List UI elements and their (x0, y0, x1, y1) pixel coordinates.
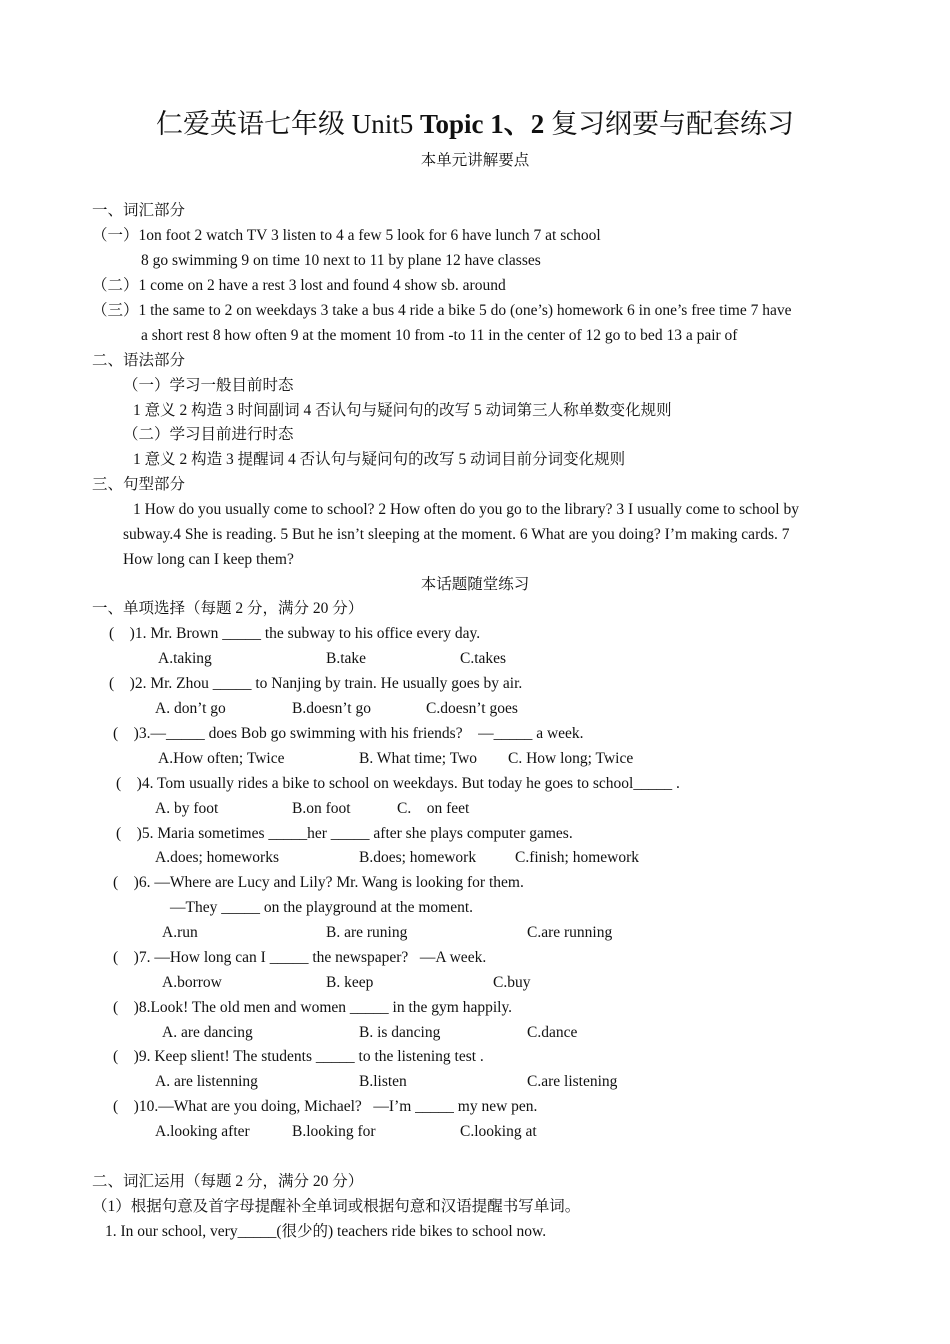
mc-q6-option-a: A.run (162, 924, 198, 941)
vocab-use-item-1: 1. In our school, very_____(很少的) teachers ride bikes to school now. (105, 1223, 547, 1240)
mc-q9-option-a: A. are listenning (155, 1073, 258, 1090)
sentence-line-2: subway.4 She is reading. 5 But he isn’t sleeping at the moment. 6 What are you doing? I’m making cards. 7 (123, 526, 790, 543)
mc-heading: 一、单项选择（每题 2 分，满分 20 分） (92, 600, 364, 617)
mc-q8-option-a: A. are dancing (162, 1024, 253, 1041)
sentence-line-1: 1 How do you usually come to school? 2 How often do you go to the library? 3 I usually come to school by (133, 501, 799, 518)
mc-q3-option-a: A.How often; Twice (158, 750, 285, 767)
mc-q2-option-a: A. don’t go (155, 700, 226, 717)
mc-q1-option-c: C.takes (460, 650, 507, 667)
mc-question-2: ( )2. Mr. Zhou _____ to Nanjing by train. He usually goes by air. (109, 675, 523, 692)
mc-q1-option-b: B.take (326, 650, 367, 667)
mc-q6-option-b: B. are runing (326, 924, 408, 941)
mc-question-8: ( )8.Look! The old men and women _____ in the gym happily. (113, 999, 513, 1016)
vocab-group-3-line-2: a short rest 8 how often 9 at the moment 10 from -to 11 in the center of 12 go to bed 13 a pair of (141, 327, 738, 344)
sentence-line-3: How long can I keep them? (123, 551, 294, 568)
mc-q5-option-a: A.does; homeworks (155, 849, 279, 866)
grammar-1-points: 1 意义 2 构造 3 时间副词 4 否认句与疑问句的改写 5 动词第三人称单数变化规则 (133, 402, 672, 419)
title-part-1: 仁爱英语七年级 Unit5 (155, 109, 420, 139)
document-subtitle: 本单元讲解要点 (420, 152, 530, 169)
mc-q10-option-b: B.looking for (292, 1123, 376, 1140)
mc-q8-option-c: C.dance (527, 1024, 578, 1041)
mc-q6-option-c: C.are running (527, 924, 613, 941)
mc-question-7: ( )7. —How long can I _____ the newspaper? —A week. (113, 949, 487, 966)
mc-q7-option-a: A.borrow (162, 974, 222, 991)
grammar-heading: 二、语法部分 (92, 352, 186, 369)
mc-q2-option-c: C.doesn’t goes (426, 700, 518, 717)
mc-q7-option-c: C.buy (493, 974, 531, 991)
sentence-heading: 三、句型部分 (92, 476, 186, 493)
mc-question-3: ( )3.—_____ does Bob go swimming with his friends? —_____ a week. (113, 725, 584, 742)
title-part-2: Topic 1、2 (419, 109, 545, 139)
mc-q8-option-b: B. is dancing (359, 1024, 441, 1041)
mc-q2-option-b: B.doesn’t go (292, 700, 371, 717)
mc-q3-option-b: B. What time; Two (359, 750, 478, 767)
mc-question-6: ( )6. —Where are Lucy and Lily? Mr. Wang is looking for them. (113, 874, 524, 891)
document-title (0, 104, 950, 144)
vocab-group-2: （二）1 come on 2 have a rest 3 lost and found 4 show sb. around (92, 277, 506, 294)
mc-question-6-line-2: —They _____ on the playground at the moment. (170, 899, 474, 916)
mc-q3-option-c: C. How long; Twice (508, 750, 634, 767)
mc-q7-option-b: B. keep (326, 974, 374, 991)
mc-q5-option-b: B.does; homework (359, 849, 477, 866)
vocab-group-1-line-2: 8 go swimming 9 on time 10 next to 11 by plane 12 have classes (141, 252, 541, 269)
grammar-2-title: （二）学习目前进行时态 (123, 426, 294, 443)
mc-q9-option-b: B.listen (359, 1073, 407, 1090)
mc-question-9: ( )9. Keep slient! The students _____ to the listening test . (113, 1048, 484, 1065)
vocab-use-instruction: （1）根据句意及首字母提醒补全单词或根据句意和汉语提醒书写单词。 (92, 1198, 581, 1215)
mc-q4-option-c: C. on feet (397, 800, 470, 817)
vocab-use-heading: 二、词汇运用（每题 2 分，满分 20 分） (92, 1173, 364, 1190)
practice-title: 本话题随堂练习 (420, 576, 530, 593)
mc-q5-option-c: C.finish; homework (515, 849, 639, 866)
mc-question-1: ( )1. Mr. Brown _____ the subway to his office every day. (109, 625, 481, 642)
grammar-1-title: （一）学习一般目前时态 (123, 377, 294, 394)
mc-question-5: ( )5. Maria sometimes _____her _____ after she plays computer games. (116, 825, 573, 842)
vocab-heading: 一、词汇部分 (92, 202, 186, 219)
grammar-2-points: 1 意义 2 构造 3 提醒词 4 否认句与疑问句的改写 5 动词目前分词变化规则 (133, 451, 626, 468)
mc-q1-option-a: A.taking (158, 650, 212, 667)
vocab-group-3-line-1: （三）1 the same to 2 on weekdays 3 take a bus 4 ride a bike 5 do (one’s) homework 6 in one’s free time 7 have (92, 302, 792, 319)
mc-q9-option-c: C.are listening (527, 1073, 618, 1090)
vocab-group-1-line-1: （一）1on foot 2 watch TV 3 listen to 4 a few 5 look for 6 have lunch 7 at school (92, 227, 601, 244)
mc-question-10: ( )10.—What are you doing, Michael? —I’m _____ my new pen. (113, 1098, 538, 1115)
mc-q10-option-c: C.looking at (460, 1123, 537, 1140)
mc-q4-option-a: A. by foot (155, 800, 219, 817)
mc-q10-option-a: A.looking after (155, 1123, 250, 1140)
title-part-3: 复习纲要与配套练习 (544, 109, 795, 139)
mc-q4-option-b: B.on foot (292, 800, 351, 817)
mc-question-4: ( )4. Tom usually rides a bike to school on weekdays. But today he goes to school_____ . (116, 775, 680, 792)
